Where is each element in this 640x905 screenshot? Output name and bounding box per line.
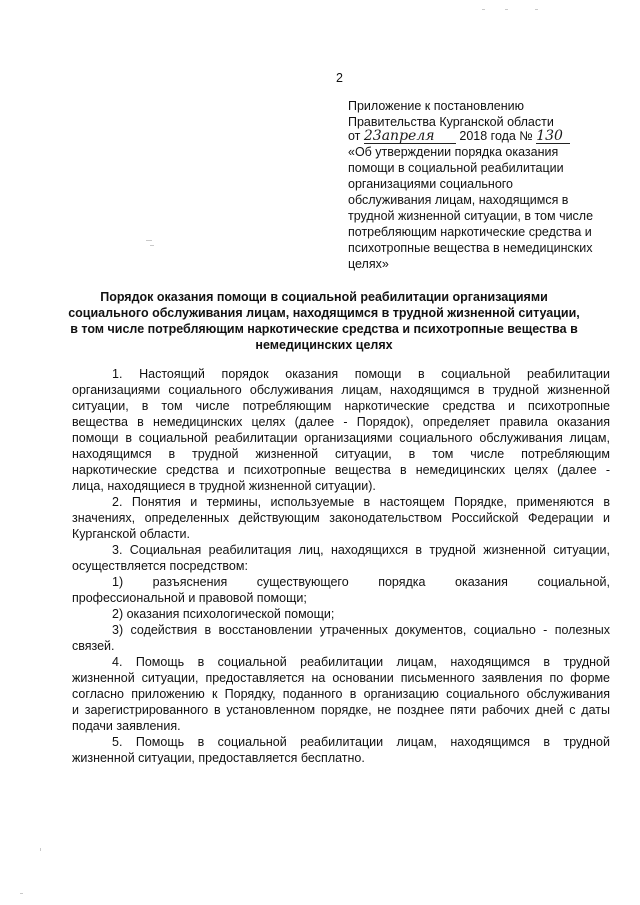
body-line: находящимся в трудной жизненной ситуации, в том числе потребляющим: [72, 447, 610, 461]
body-line: 4. Помощь в социальной реабилитации лицам, находящимся в трудной: [112, 655, 610, 669]
appendix-title-line: обслуживания лицам, находящимся в: [348, 193, 569, 207]
body-line: 3. Социальная реабилитация лиц, находящихся в трудной жизненной ситуации,: [112, 543, 610, 557]
scan-speck: [150, 245, 154, 246]
heading-line: Порядок оказания помощи в социальной реабилитации организациями: [100, 290, 548, 304]
heading-line: в том числе потребляющим наркотические средства и психотропные вещества в: [70, 322, 578, 336]
body-line: вещества в немедицинских целях (далее - Порядок), определяет правила оказания: [72, 415, 610, 429]
appendix-title-line: целях»: [348, 257, 389, 271]
body-line: жизненной ситуации, предоставляется бесплатно.: [72, 751, 365, 765]
body-line: и зарегистрированного в установленном порядке, не позднее пяти рабочих дней с даты: [72, 703, 610, 717]
appendix-title-line: потребляющим наркотические средства и: [348, 225, 592, 239]
scan-speck: [20, 893, 23, 894]
heading-line: социального обслуживания лицам, находящимся в трудной жизненной ситуации,: [68, 306, 580, 320]
page-number: 2: [336, 71, 343, 85]
appendix-line: Приложение к постановлению: [348, 99, 524, 113]
handwritten-date: 23апреля: [364, 129, 456, 144]
appendix-line: Правительства Курганской области: [348, 115, 554, 129]
appendix-title-line: трудной жизненной ситуации, в том числе: [348, 209, 594, 223]
body-line: помощи в социальной реабилитации организациями социального обслуживания лицам,: [72, 431, 610, 445]
body-line: 2. Понятия и термины, используемые в настоящем Порядке, применяются в: [112, 495, 610, 509]
body-line: подачи заявления.: [72, 719, 181, 733]
scan-speck: [505, 9, 508, 10]
scan-speck: [146, 240, 152, 241]
appendix-title-line: психотропные вещества в немедицинских: [348, 241, 593, 255]
body-line: Курганской области.: [72, 527, 190, 541]
handwritten-number: 130: [536, 129, 570, 144]
appendix-date-line: [348, 128, 570, 144]
body-line: связей.: [72, 639, 115, 653]
body-line: жизненной ситуации, предоставляется на основании письменного заявления по форме: [72, 671, 610, 685]
body-line: 3) содействия в восстановлении утраченных документов, социально - полезных: [112, 623, 610, 637]
appendix-title-line: организациями социального: [348, 177, 514, 191]
body-line: значениях, определенных действующим законодательством Российской Федерации и: [72, 511, 610, 525]
body-line: 5. Помощь в социальной реабилитации лицам, находящимся в трудной: [112, 735, 610, 749]
appendix-title-line: помощи в социальной реабилитации: [348, 161, 564, 175]
body-line: 1) разъяснения существующего порядка оказания социальной,: [112, 575, 610, 589]
scan-speck: [535, 9, 538, 10]
date-prefix: от: [348, 129, 361, 143]
year-number-label: 2018 года №: [459, 129, 533, 143]
body-line: осуществляется посредством:: [72, 559, 248, 573]
scan-speck: [482, 9, 485, 10]
body-line: ситуации, в том числе потребляющим наркотические средства и психотропные: [72, 399, 610, 413]
body-line: 1. Настоящий порядок оказания помощи в социальной реабилитации: [112, 367, 610, 381]
body-line: профессиональной и правовой помощи;: [72, 591, 307, 605]
heading-line: немедицинских целях: [255, 338, 393, 352]
scan-speck: [40, 848, 41, 851]
appendix-title-line: «Об утверждении порядка оказания: [348, 145, 559, 159]
body-line: лица, находящиеся в трудной жизненной ситуации).: [72, 479, 376, 493]
body-line: наркотические средства и психотропные вещества в немедицинских целях (далее -: [72, 463, 610, 477]
body-line: 2) оказания психологической помощи;: [112, 607, 335, 621]
body-line: организациями социального обслуживания лицам, находящимся в трудной жизненной: [72, 383, 610, 397]
body-line: согласно приложению к Порядку, поданного в организацию социального обслуживания: [72, 687, 610, 701]
